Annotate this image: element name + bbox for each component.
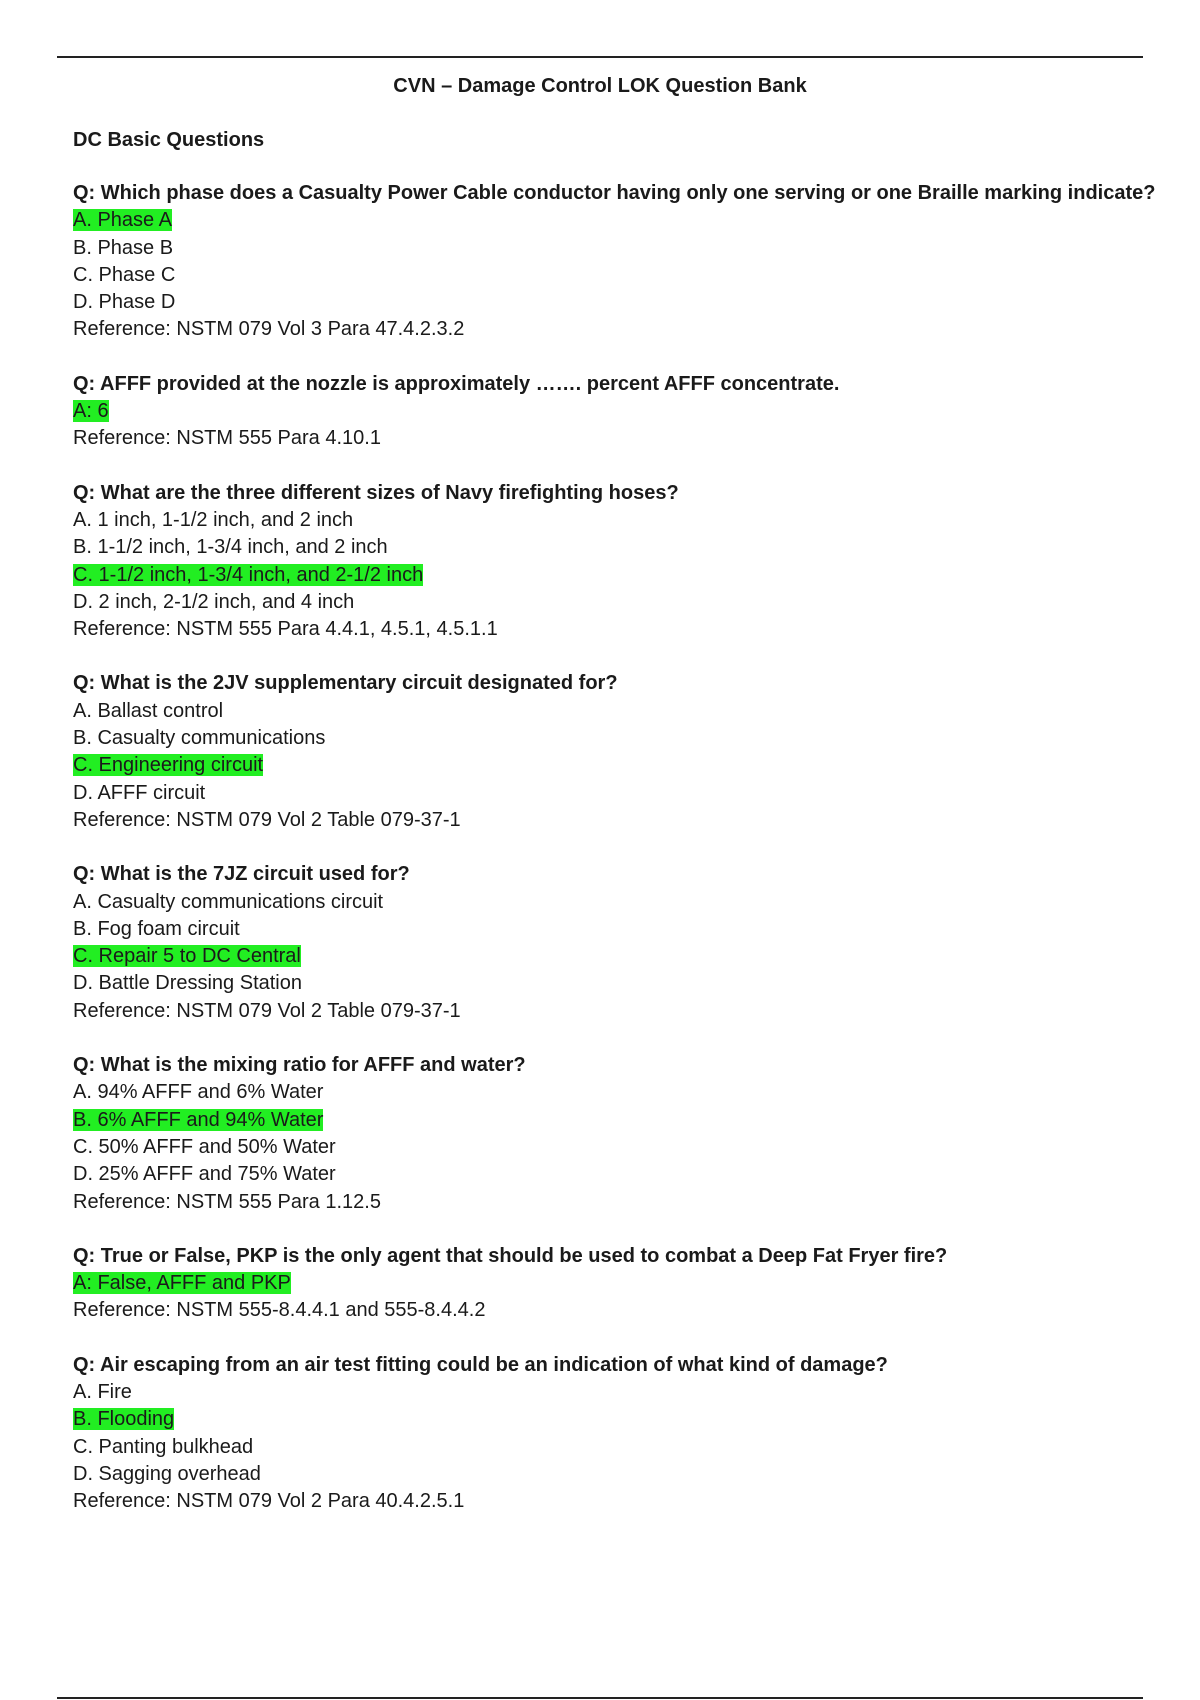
question-text: Q: What is the 7JZ circuit used for?: [73, 863, 410, 886]
correct-answer-highlight: C. Engineering circuit: [73, 754, 264, 777]
correct-answer-highlight: A. Phase A: [73, 209, 172, 232]
reference-text: Reference: NSTM 555 Para 1.12.5: [73, 1190, 381, 1213]
question-text: Q: AFFF provided at the nozzle is approximately ……. percent AFFF concentrate.: [73, 372, 840, 395]
answer-option: [73, 1161, 1143, 1188]
document-title: CVN – Damage Control LOK Question Bank: [393, 75, 807, 97]
answer-option: [73, 1107, 1143, 1134]
question-block: [73, 861, 1143, 1025]
question-list: [73, 180, 1156, 1542]
answer-option: [73, 1079, 1143, 1106]
correct-answer-highlight: A: 6: [73, 400, 109, 423]
top-rule: [57, 56, 1143, 58]
answer-option: [73, 507, 1143, 534]
answer-option: [73, 235, 1143, 262]
reference-text: Reference: NSTM 555 Para 4.4.1, 4.5.1, 4.5.1.1: [73, 618, 498, 641]
answer-option-text: C. Phase C: [73, 263, 176, 286]
reference-text: Reference: NSTM 079 Vol 2 Table 079-37-1: [73, 999, 461, 1022]
answer-option: [73, 207, 1143, 234]
answer-option-text: A. Ballast control: [73, 699, 224, 722]
answer-option-text: B. 1-1/2 inch, 1-3/4 inch, and 2 inch: [73, 536, 388, 559]
question-text: Q: What are the three different sizes of Navy firefighting hoses?: [73, 481, 679, 504]
answer-option-text: A. Fire: [73, 1380, 132, 1403]
answer-option: [73, 725, 1143, 752]
reference-text: Reference: NSTM 555 Para 4.10.1: [73, 427, 381, 450]
answer-option: [73, 698, 1143, 725]
answer-option-text: D. Battle Dressing Station: [73, 972, 302, 995]
answer-option-text: A. Casualty communications circuit: [73, 890, 384, 913]
answer-option-text: C. 50% AFFF and 50% Water: [73, 1135, 336, 1158]
question-text: Q: What is the mixing ratio for AFFF and water?: [73, 1054, 526, 1077]
answer-option: [73, 534, 1143, 561]
answer-option-text: D. 25% AFFF and 75% Water: [73, 1163, 336, 1186]
question-text: Q: Air escaping from an air test fitting could be an indication of what kind of damage?: [73, 1353, 888, 1376]
answer-option: [73, 752, 1143, 779]
answer-option: [73, 262, 1143, 289]
answer-option-text: D. Phase D: [73, 291, 176, 314]
answer-option: [73, 562, 1143, 589]
answer-option: [73, 398, 1143, 425]
answer-option: [73, 943, 1143, 970]
answer-option-text: D. 2 inch, 2-1/2 inch, and 4 inch: [73, 590, 355, 613]
correct-answer-highlight: A: False, AFFF and PKP: [73, 1272, 291, 1295]
answer-option-text: B. Phase B: [73, 236, 174, 259]
question-block: [73, 1052, 1143, 1216]
answer-option: [73, 970, 1143, 997]
answer-option: [73, 1270, 1143, 1297]
correct-answer-highlight: B. Flooding: [73, 1408, 175, 1431]
answer-option: [73, 889, 1143, 916]
answer-option-text: A. 94% AFFF and 6% Water: [73, 1081, 324, 1104]
section-title: DC Basic Questions: [73, 129, 265, 151]
reference-text: Reference: NSTM 555-8.4.4.1 and 555-8.4.4.2: [73, 1299, 486, 1322]
question-text: Q: Which phase does a Casualty Power Cable conductor having only one serving or one Braille marking indicate?: [73, 182, 1156, 204]
answer-option: [73, 1461, 1143, 1488]
reference-text: Reference: NSTM 079 Vol 2 Table 079-37-1: [73, 808, 461, 831]
question-block: [73, 1352, 1143, 1516]
question-block: [73, 670, 1143, 834]
answer-option: [73, 1406, 1143, 1433]
answer-option: [73, 289, 1143, 316]
answer-option-text: B. Fog foam circuit: [73, 917, 240, 940]
answer-option: [73, 1434, 1143, 1461]
question-text: Q: True or False, PKP is the only agent that should be used to combat a Deep Fat Fryer fire?: [73, 1244, 948, 1267]
question-block: [73, 371, 1143, 453]
question-block: [73, 480, 1143, 644]
reference-text: Reference: NSTM 079 Vol 2 Para 40.4.2.5.1: [73, 1490, 465, 1513]
answer-option-text: A. 1 inch, 1-1/2 inch, and 2 inch: [73, 508, 354, 531]
reference-text: Reference: NSTM 079 Vol 3 Para 47.4.2.3.2: [73, 318, 465, 341]
answer-option-text: B. Casualty communications: [73, 727, 326, 750]
answer-option: [73, 589, 1143, 616]
correct-answer-highlight: B. 6% AFFF and 94% Water: [73, 1108, 324, 1131]
question-block: [73, 1243, 1143, 1325]
answer-option-text: C. Panting bulkhead: [73, 1435, 254, 1458]
question-text: Q: What is the 2JV supplementary circuit designated for?: [73, 672, 618, 695]
answer-option: [73, 916, 1143, 943]
answer-option-text: D. Sagging overhead: [73, 1462, 261, 1485]
answer-option: [73, 780, 1143, 807]
answer-option-text: D. AFFF circuit: [73, 781, 206, 804]
answer-option: [73, 1134, 1143, 1161]
answer-option: [73, 1379, 1143, 1406]
question-block: [73, 180, 1156, 344]
correct-answer-highlight: C. Repair 5 to DC Central: [73, 945, 301, 968]
correct-answer-highlight: C. 1-1/2 inch, 1-3/4 inch, and 2-1/2 inch: [73, 563, 424, 586]
bottom-rule: [57, 1697, 1143, 1699]
